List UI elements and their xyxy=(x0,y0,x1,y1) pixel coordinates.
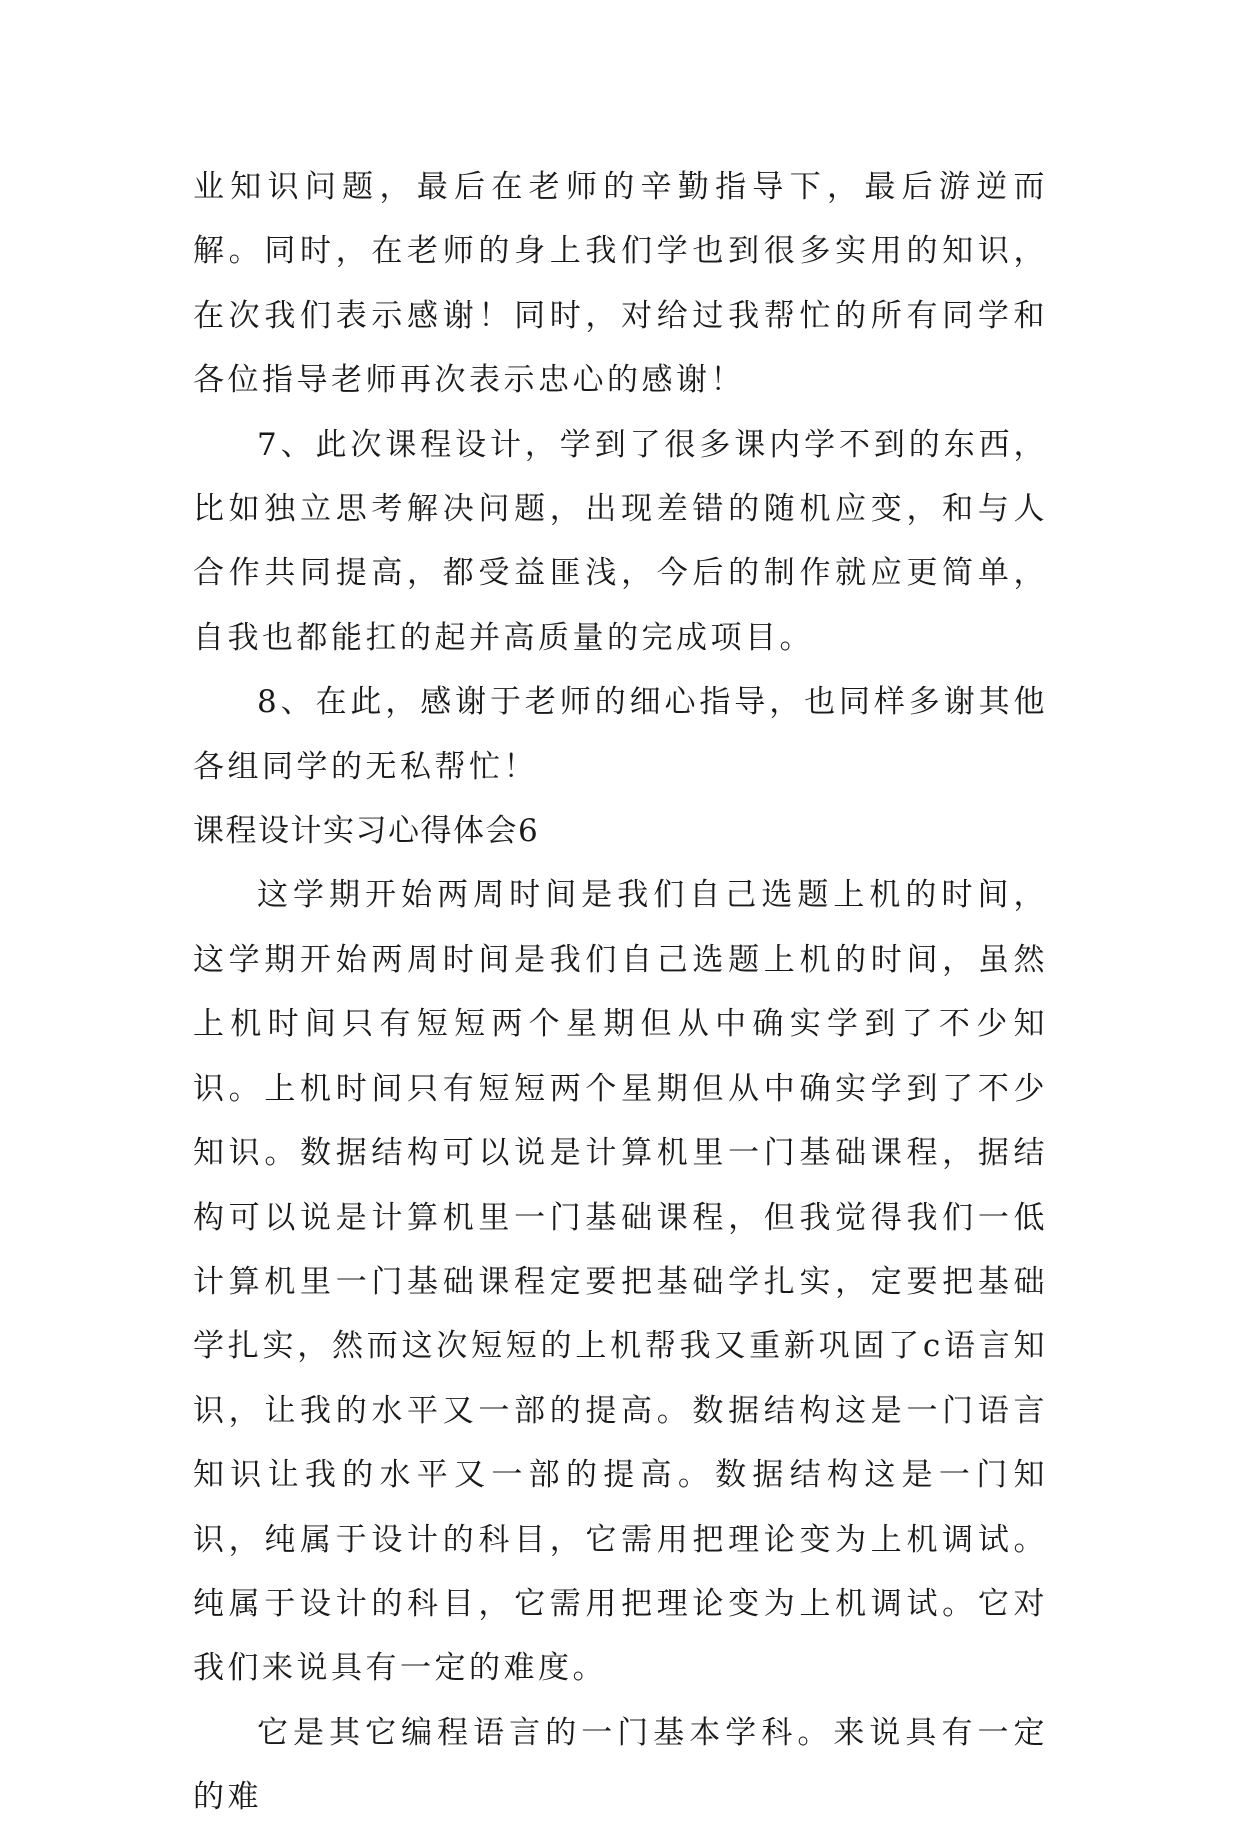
paragraph-item-7: 7、此次课程设计，学到了很多课内学不到的东西，比如独立思考解决问题，出现差错的随机应变，和与人合作共同提高，都受益匪浅，今后的制作就应更简单，自我也都能扛的起并高质量的完成项目。 xyxy=(193,426,1048,656)
document-body xyxy=(193,155,1048,1830)
paragraph-section-6-body: 这学期开始两周时间是我们自己选题上机的时间，这学期开始两周时间是我们自己选题上机的时间，虽然上机时间只有短短两个星期但从中确实学到了不少知识。上机时间只有短短两个星期但从中确实学到了不少知识。数据结构可以说是计算机里一门基础课程，据结构可以说是计算机里一门基础课程，但我觉得我们一低计算机里一门基础课程定要把基础学扎实，定要把基础学扎实，然而这次短短的上机帮我又重新巩固了c语言知识，让我的水平又一部的提高。数据结构这是一门语言知识让我的水平又一部的提高。数据结构这是一门知识，纯属于设计的科目，它需用把理论变为上机调试。纯属于设计的科目，它需用把理论变为上机调试。它对我们来说具有一定的难度。 xyxy=(193,877,1048,1687)
paragraph-section-6-continued: 它是其它编程语言的一门基本学科。来说具有一定的难 xyxy=(193,1714,1048,1816)
section-heading: 课程设计实习心得体会6 xyxy=(193,813,540,850)
paragraph-acknowledgement-continued: 业知识问题，最后在老师的辛勤指导下，最后游逆而解。同时，在老师的身上我们学也到很多实用的知识，在次我们表示感谢！同时，对给过我帮忙的所有同学和各位指导老师再次表示忠心的感谢！ xyxy=(193,169,1048,399)
paragraph-item-8: 8、在此，感谢于老师的细心指导，也同样多谢其他各组同学的无私帮忙！ xyxy=(193,684,1048,785)
